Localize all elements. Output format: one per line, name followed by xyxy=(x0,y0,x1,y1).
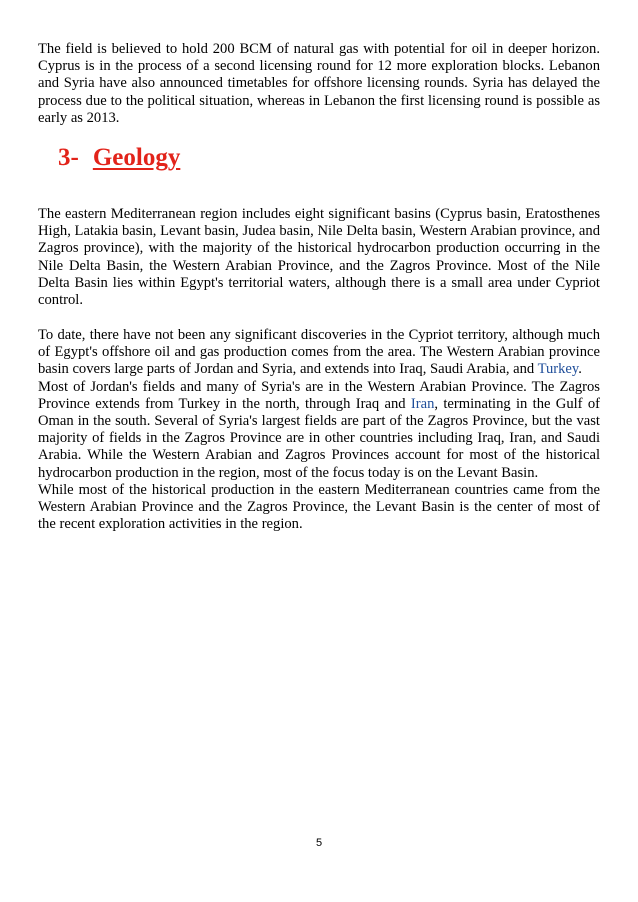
page-number: 5 xyxy=(315,837,323,849)
section-heading xyxy=(58,141,180,175)
geology-paragraph-1: The eastern Mediterranean region includes eight significant basins (Cyprus basin, Eratosthenes High, Latakia basin, Levant basin, Judea basin, Nile Delta basin, Western Arabian province, and Zagros province), with the majority of the historical hydrocarbon production occurring in the Nile Delta Basin, the Western Arabian Province, and the Zagros Province. Most of the Nile Delta Basin lies within Egypt's territorial waters, although there is a small area under Cypriot control. xyxy=(38,206,600,309)
geology-paragraph-block xyxy=(38,327,600,533)
section-title: Geology xyxy=(92,144,181,171)
section-number: 3- xyxy=(58,144,79,171)
geology-paragraph-2-end: . xyxy=(578,361,582,378)
geology-paragraph-2-text: To date, there have not been any significant discoveries in the Cypriot territory, although much of Egypt's offshore oil and gas production comes from the area. The Western Arabian province basin covers large parts of Jordan and Syria, and extends into Iraq, Saudi Arabia, and xyxy=(38,327,600,378)
iran-link[interactable]: Iran xyxy=(410,395,435,412)
geology-paragraph-3-text: Most of Jordan's fields and many of Syria's are in the Western Arabian Province. The Zagros Province extends from Turkey in the north, through Iraq and xyxy=(38,378,600,412)
geology-paragraph-3 xyxy=(38,379,600,482)
geology-paragraph-3-end: , terminating in the Gulf of Oman in the south. Several of Syria's largest fields are part of the Zagros Province, but the vast majority of fields in the Zagros Province are in other countries including Iraq, Iran, and Saudi Arabia. While the Western Arabian and Zagros Provinces account for most of the historical hydrocarbon production in the region, most of the focus today is on the Levant Basin. xyxy=(38,395,600,481)
intro-paragraph: The field is believed to hold 200 BCM of natural gas with potential for oil in deeper horizon. Cyprus is in the process of a second licensing round for 12 more exploration blocks. Lebanon and Syria have also announced timetables for offshore licensing rounds. Syria has delayed the process due to the political situation, whereas in Lebanon the first licensing round is possible as early as 2013. xyxy=(38,41,600,126)
geology-paragraph-2 xyxy=(38,327,600,379)
turkey-link[interactable]: Turkey xyxy=(537,361,579,378)
geology-paragraph-4: While most of the historical production in the eastern Mediterranean countries came from the Western Arabian Province and the Zagros Province, the Levant Basin is the center of most of the recent exploration activities in the region. xyxy=(38,481,600,533)
